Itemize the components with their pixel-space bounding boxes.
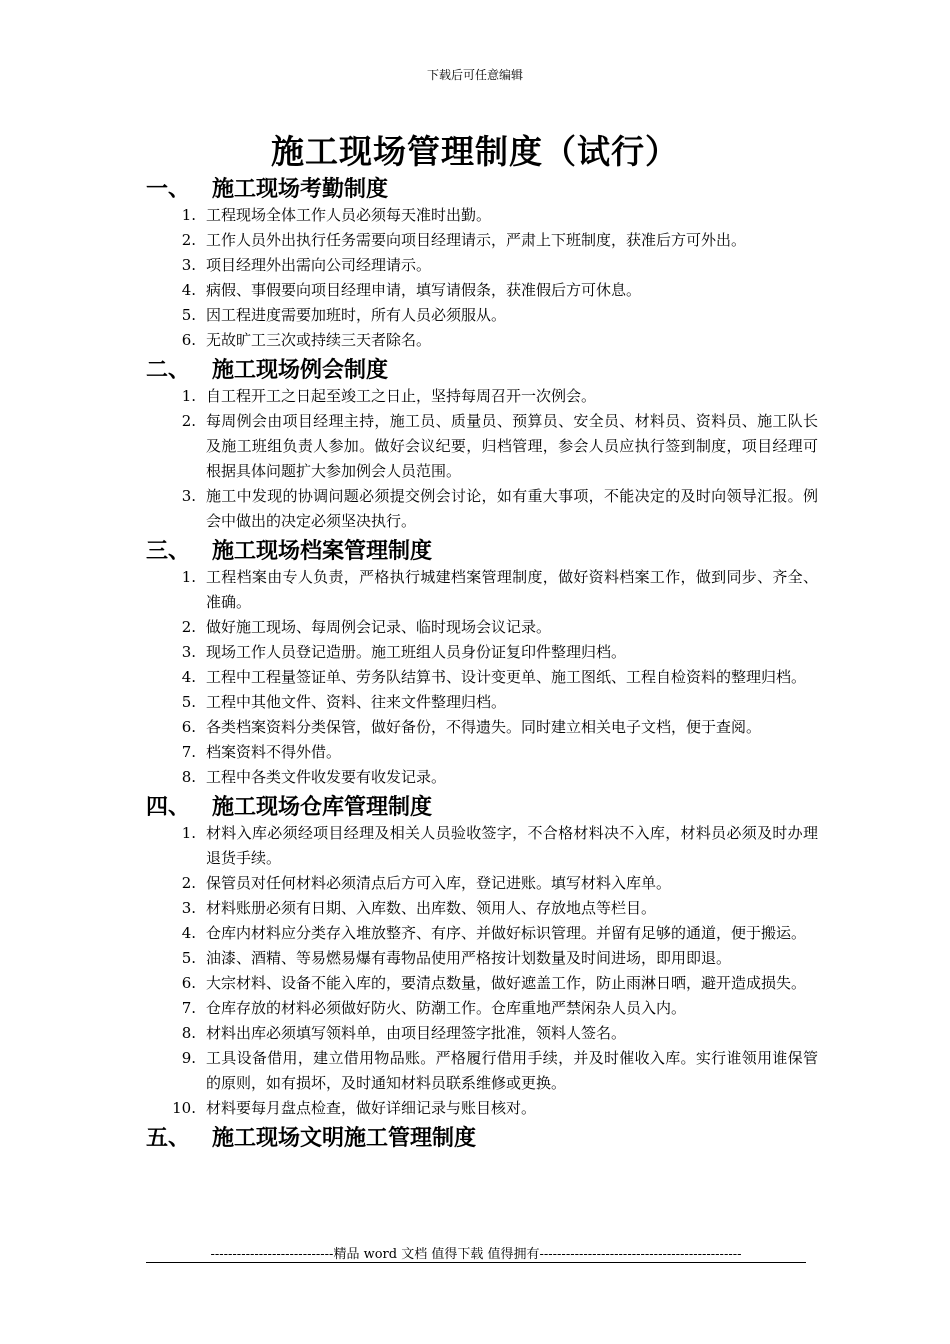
list-item: [146, 715, 818, 740]
item-number: 1.: [181, 824, 196, 842]
item-text: 工具设备借用，建立借用物品账。严格履行借用手续，并及时催收入库。实行谁领用谁保管的原则，如有损坏，及时通知材料员联系维修或更换。: [206, 1049, 818, 1092]
section-number: 三、: [146, 538, 191, 564]
list-item: [146, 921, 818, 946]
list-item: [146, 946, 818, 971]
item-text: 自工程开工之日起至竣工之日止，坚持每周召开一次例会。: [206, 387, 597, 405]
item-text: 材料入库必须经项目经理及相关人员验收签字，不合格材料决不入库，材料员必须及时办理退货手续。: [206, 824, 818, 867]
item-text: 油漆、酒精、等易燃易爆有毒物品使用严格按计划数量及时间进场，即用即退。: [206, 949, 732, 967]
item-number: 4.: [181, 668, 196, 686]
item-number: 10.: [172, 1099, 196, 1117]
section-item-list: [146, 565, 818, 790]
list-item: [146, 690, 818, 715]
list-item: [146, 996, 818, 1021]
section-number: 四、: [146, 794, 191, 820]
item-text: 工程现场全体工作人员必须每天准时出勤。: [206, 206, 492, 224]
item-number: 6.: [181, 718, 196, 736]
section-title: 施工现场仓库管理制度: [212, 794, 433, 820]
item-number: 1.: [181, 568, 196, 586]
item-number: 7.: [181, 743, 196, 761]
item-number: 2.: [181, 618, 196, 636]
item-text: 做好施工现场、每周例会记录、临时现场会议记录。: [206, 618, 552, 636]
list-item: [146, 203, 818, 228]
item-text: 档案资料不得外借。: [206, 743, 342, 761]
list-item: [146, 565, 818, 615]
item-number: 3.: [181, 899, 196, 917]
item-number: 2.: [181, 412, 196, 430]
section-heading: [146, 1121, 818, 1152]
document-title: 施工现场管理制度（试行）: [271, 132, 679, 171]
item-number: 6.: [181, 331, 196, 349]
item-number: 1.: [181, 206, 196, 224]
list-item: [146, 328, 818, 353]
document-body: [146, 172, 818, 1152]
footer-rule: [146, 1262, 806, 1263]
list-item: [146, 1021, 818, 1046]
list-item: [146, 384, 818, 409]
item-number: 2.: [181, 874, 196, 892]
list-item: [146, 765, 818, 790]
item-text: 仓库存放的材料必须做好防火、防潮工作。仓库重地严禁闲杂人员入内。: [206, 999, 687, 1017]
list-item: [146, 228, 818, 253]
item-number: 1.: [181, 387, 196, 405]
item-text: 项目经理外出需向公司经理请示。: [206, 256, 432, 274]
list-item: [146, 253, 818, 278]
item-number: 5.: [181, 306, 196, 324]
item-text: 大宗材料、设备不能入库的，要清点数量，做好遮盖工作，防止雨淋日晒，避开造成损失。: [206, 974, 807, 992]
section-number: 五、: [146, 1125, 191, 1151]
item-text: 工程中其他文件、资料、往来文件整理归档。: [206, 693, 507, 711]
header-note: 下载后可任意编辑: [426, 68, 523, 82]
item-number: 9.: [181, 1049, 196, 1067]
item-text: 施工中发现的协调问题必须提交例会讨论，如有重大事项，不能决定的及时向领导汇报。例会中做出的决定必须坚决执行。: [206, 487, 818, 530]
section-item-list: [146, 203, 818, 353]
item-text: 工作人员外出执行任务需要向项目经理请示，严肃上下班制度，获准后方可外出。: [206, 231, 747, 249]
item-text: 无故旷工三次或持续三天者除名。: [206, 331, 432, 349]
list-item: [146, 303, 818, 328]
list-item: [146, 278, 818, 303]
list-item: [146, 1096, 818, 1121]
item-number: 4.: [181, 924, 196, 942]
item-text: 因工程进度需要加班时，所有人员必须服从。: [206, 306, 507, 324]
list-item: [146, 484, 818, 534]
item-text: 工程中各类文件收发要有收发记录。: [206, 768, 447, 786]
section-title: 施工现场例会制度: [212, 357, 389, 383]
item-text: 材料要每月盘点检查，做好详细记录与账目核对。: [206, 1099, 537, 1117]
section-number: 二、: [146, 357, 191, 383]
section-title: 施工现场文明施工管理制度: [212, 1125, 477, 1151]
list-item: [146, 871, 818, 896]
section-title: 施工现场档案管理制度: [212, 538, 433, 564]
item-number: 3.: [181, 487, 196, 505]
item-text: 各类档案资料分类保管，做好备份，不得遗失。同时建立相关电子文档，便于查阅。: [206, 718, 762, 736]
item-text: 仓库内材料应分类存入堆放整齐、有序、并做好标识管理。并留有足够的通道，便于搬运。: [206, 924, 807, 942]
item-number: 3.: [181, 256, 196, 274]
item-number: 6.: [181, 974, 196, 992]
footer-note: ----------------------------精品 word 文档 值得下载 值得拥有----------------------------------------------: [210, 1247, 742, 1262]
list-item: [146, 665, 818, 690]
item-text: 每周例会由项目经理主持，施工员、质量员、预算员、安全员、材料员、资料员、施工队长及施工班组负责人参加。做好会议纪要，归档管理，参会人员应执行签到制度，项目经理可根据具体问题扩大参加例会人员范围。: [206, 412, 818, 480]
item-number: 8.: [181, 1024, 196, 1042]
list-item: [146, 640, 818, 665]
section-heading: [146, 353, 818, 384]
list-item: [146, 409, 818, 484]
section-heading: [146, 172, 818, 203]
item-number: 8.: [181, 768, 196, 786]
item-text: 工程中工程量签证单、劳务队结算书、设计变更单、施工图纸、工程自检资料的整理归档。: [206, 668, 807, 686]
list-item: [146, 1046, 818, 1096]
item-number: 2.: [181, 231, 196, 249]
item-text: 材料账册必须有日期、入库数、出库数、领用人、存放地点等栏目。: [206, 899, 657, 917]
item-text: 材料出库必须填写领料单，由项目经理签字批准，领料人签名。: [206, 1024, 627, 1042]
list-item: [146, 896, 818, 921]
list-item: [146, 740, 818, 765]
section-item-list: [146, 821, 818, 1121]
item-text: 病假、事假要向项目经理申请，填写请假条，获准假后方可休息。: [206, 281, 642, 299]
item-number: 3.: [181, 643, 196, 661]
section-item-list: [146, 384, 818, 534]
section-title: 施工现场考勤制度: [212, 176, 389, 202]
item-number: 5.: [181, 693, 196, 711]
item-text: 现场工作人员登记造册。施工班组人员身份证复印件整理归档。: [206, 643, 627, 661]
list-item: [146, 615, 818, 640]
item-number: 7.: [181, 999, 196, 1017]
section-heading: [146, 790, 818, 821]
item-text: 保管员对任何材料必须清点后方可入库，登记进账。填写材料入库单。: [206, 874, 672, 892]
list-item: [146, 821, 818, 871]
list-item: [146, 971, 818, 996]
item-number: 5.: [181, 949, 196, 967]
item-number: 4.: [181, 281, 196, 299]
item-text: 工程档案由专人负责，严格执行城建档案管理制度，做好资料档案工作，做到同步、齐全、准确。: [206, 568, 818, 611]
section-heading: [146, 534, 818, 565]
section-number: 一、: [146, 176, 191, 202]
